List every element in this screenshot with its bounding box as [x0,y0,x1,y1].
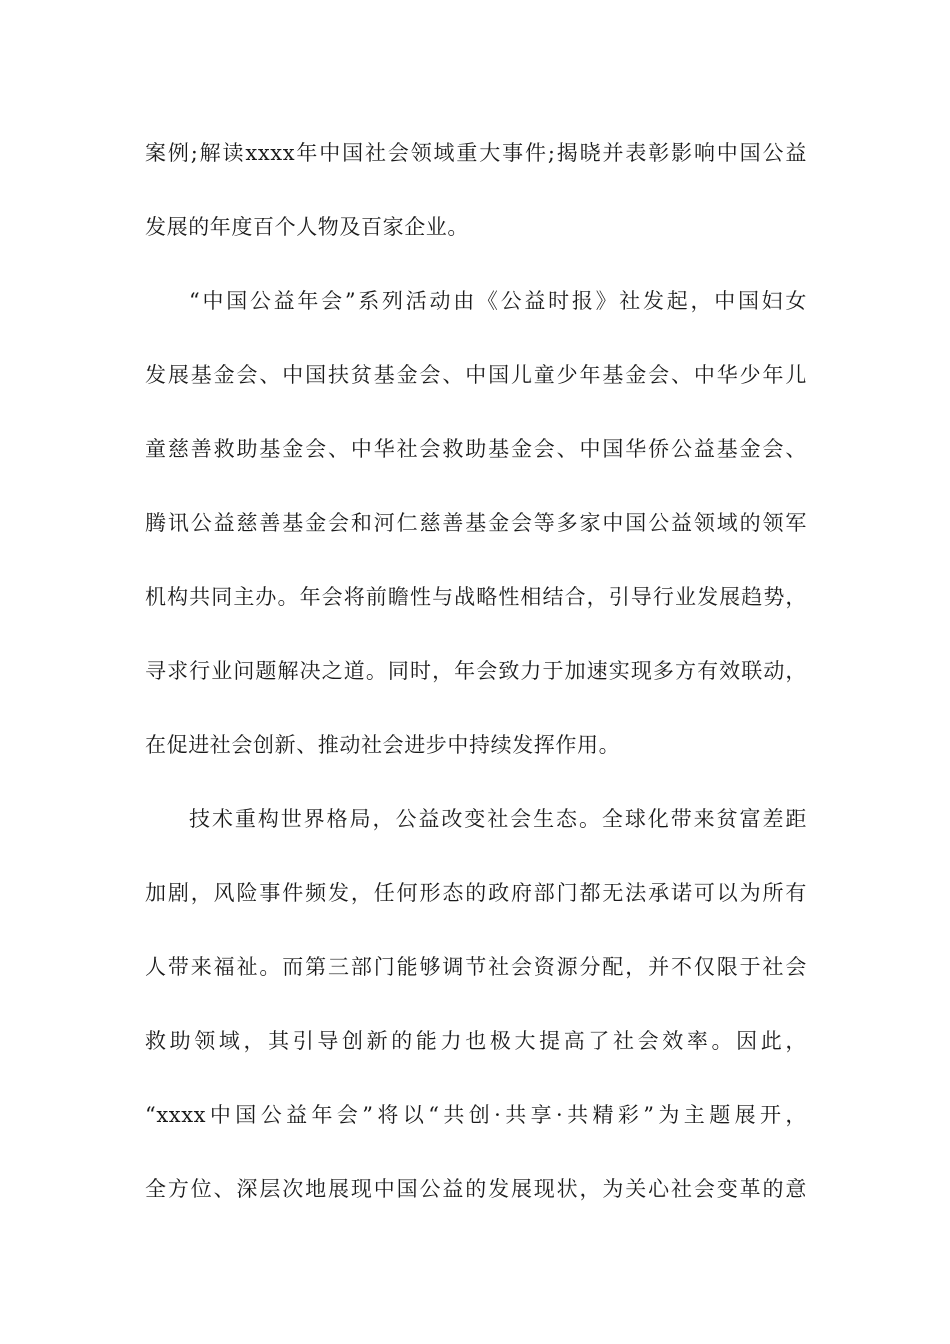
text-line: 案例;解读xxxx年中国社会领域重大事件;揭晓并表彰影响中国公益 [145,141,807,165]
text-line: 腾讯公益慈善基金会和河仁慈善基金会等多家中国公益领域的领军 [145,511,807,535]
text-line: “中国公益年会”系列活动由《公益时报》社发起，中国妇女 [189,289,807,313]
text-line: 人带来福祉。而第三部门能够调节社会资源分配，并不仅限于社会 [145,955,807,979]
text-line: 技术重构世界格局，公益改变社会生态。全球化带来贫富差距 [189,807,807,831]
text-line: 全方位、深层次地展现中国公益的发展现状，为关心社会变革的意 [145,1177,807,1201]
text-line: 加剧，风险事件频发，任何形态的政府部门都无法承诺可以为所有 [145,881,807,905]
text-line: 寻求行业问题解决之道。同时，年会致力于加速实现多方有效联动， [145,659,807,683]
text-line: 发展的年度百个人物及百家企业。 [145,215,469,239]
text-line: “xxxx中国公益年会”将以“共创·共享·共精彩”为主题展开， [145,1103,807,1127]
text-line: 在促进社会创新、推动社会进步中持续发挥作用。 [145,733,621,757]
text-line: 机构共同主办。年会将前瞻性与战略性相结合，引导行业发展趋势， [145,585,807,609]
text-line: 救助领域，其引导创新的能力也极大提高了社会效率。因此， [145,1029,807,1053]
text-line: 发展基金会、中国扶贫基金会、中国儿童少年基金会、中华少年儿 [145,363,807,387]
text-line: 童慈善救助基金会、中华社会救助基金会、中国华侨公益基金会、 [145,437,807,461]
